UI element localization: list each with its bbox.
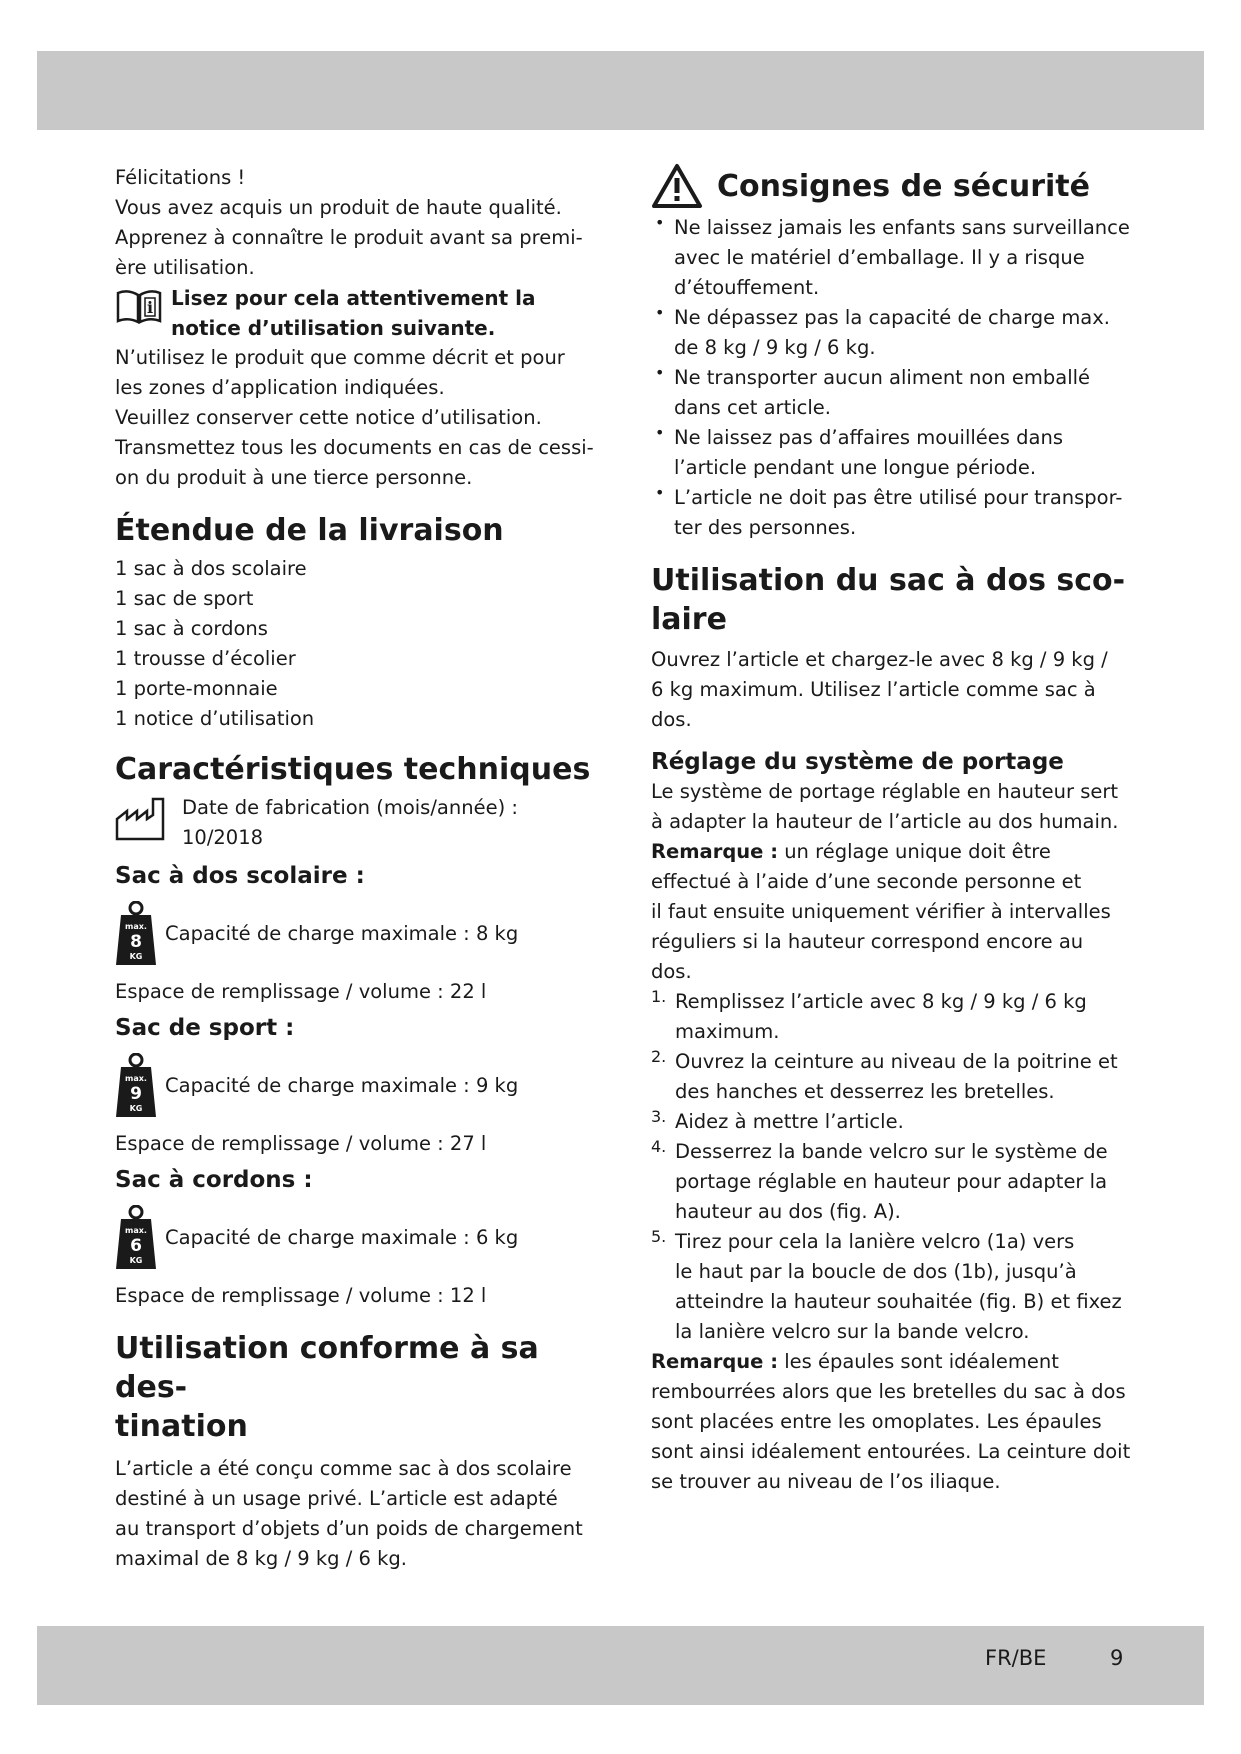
remark-line	[651, 837, 1131, 867]
bullet-line: de 8 kg / 9 kg / 6 kg.	[674, 336, 876, 359]
step-line: hauteur au dos (fig. A).	[675, 1200, 901, 1223]
intro-congrats: Félicitations !	[115, 166, 246, 189]
usage-line: dos.	[651, 708, 692, 731]
safety-heading: Consignes de sécurité	[717, 168, 1090, 204]
remark-line: dos.	[651, 960, 692, 983]
read-manual-notice	[115, 283, 600, 343]
read-manual-icon	[115, 287, 163, 335]
step-item	[651, 1227, 1131, 1347]
capacity-text: Capacité de charge maximale : 8 kg	[165, 922, 519, 945]
step-item	[651, 1137, 1131, 1227]
bullet-line: l’article pendant une longue période.	[674, 456, 1037, 479]
usage-line: 6 kg maximum. Utilisez l’article comme sac à	[651, 678, 1096, 701]
volume-text: Espace de remplissage / volume : 27 l	[115, 1132, 487, 1155]
step-line: maximum.	[675, 1020, 780, 1043]
step-number: 4.	[651, 1137, 667, 1156]
step-line: atteindre la hauteur souhaitée (fig. B) et fixez	[675, 1290, 1122, 1313]
mfg-date: 10/2018	[182, 826, 264, 849]
bullet-dot: •	[655, 213, 665, 232]
step-number: 2.	[651, 1047, 667, 1066]
step-number: 1.	[651, 987, 667, 1006]
step-item	[651, 1107, 1131, 1137]
mfg-label: Date de fabrication (mois/année) :	[182, 796, 518, 819]
intended-line: destiné à un usage privé. L’article est adapté	[115, 1487, 558, 1510]
remark-label: Remarque :	[651, 1350, 778, 1373]
product-heading: Sac à dos scolaire :	[115, 863, 365, 889]
bullet-dot: •	[655, 483, 665, 502]
weight-max-label: max.	[125, 1074, 147, 1083]
bullet-dot: •	[655, 363, 665, 382]
left-column	[115, 163, 600, 1574]
product-heading: Sac de sport :	[115, 1015, 295, 1041]
bullet-line: Ne laissez jamais les enfants sans surveillance	[674, 216, 1130, 239]
remark-text: les épaules sont idéalement	[778, 1350, 1059, 1373]
step-line: Ouvrez la ceinture au niveau de la poitrine et	[675, 1050, 1118, 1073]
bullet-line: L’article ne doit pas être utilisé pour transpor-	[674, 486, 1123, 509]
safety-bullet	[651, 213, 1131, 303]
warning-icon	[651, 163, 703, 209]
volume-text: Espace de remplissage / volume : 22 l	[115, 980, 487, 1003]
intended-use-heading	[115, 1329, 600, 1446]
safety-bullet	[651, 483, 1131, 543]
delivery-heading: Étendue de la livraison	[115, 513, 504, 548]
intro-line: N’utilisez le produit que comme décrit et pour	[115, 346, 565, 369]
bullet-line: dans cet article.	[674, 396, 831, 419]
delivery-item: 1 trousse d’écolier	[115, 647, 296, 670]
bullet-line: ter des personnes.	[674, 516, 857, 539]
delivery-item: 1 sac à dos scolaire	[115, 557, 307, 580]
intended-line: maximal de 8 kg / 9 kg / 6 kg.	[115, 1547, 407, 1570]
remark-line: sont ainsi idéalement entourées. La ceinture doit	[651, 1440, 1131, 1463]
adjust-line: Le système de portage réglable en hauteur sert	[651, 780, 1119, 803]
svg-text:i: i	[146, 298, 154, 317]
weight-number: 8	[130, 932, 142, 952]
step-number: 5.	[651, 1227, 667, 1246]
safety-bullet	[651, 423, 1131, 483]
step-line: Desserrez la bande velcro sur le système de	[675, 1140, 1108, 1163]
factory-icon	[115, 797, 167, 845]
weight-6kg-icon	[115, 1205, 157, 1271]
delivery-item: 1 notice d’utilisation	[115, 707, 315, 730]
adjust-heading: Réglage du système de portage	[651, 749, 1064, 775]
delivery-item: 1 sac de sport	[115, 587, 254, 610]
weight-unit: KG	[129, 1256, 143, 1265]
step-item	[651, 1047, 1131, 1107]
weight-number: 9	[130, 1084, 142, 1104]
usage-heading	[651, 561, 1131, 639]
capacity-row	[115, 901, 600, 967]
step-line: Tirez pour cela la lanière velcro (1a) vers	[675, 1230, 1075, 1253]
weight-unit: KG	[129, 952, 143, 961]
safety-bullet	[651, 363, 1131, 423]
intro-line: Vous avez acquis un produit de haute qualité.	[115, 196, 562, 219]
step-line: des hanches et desserrez les bretelles.	[675, 1080, 1055, 1103]
intro-line: les zones d’application indiquées.	[115, 376, 445, 399]
bullet-line: Ne dépassez pas la capacité de charge max.	[674, 306, 1110, 329]
remark-line: réguliers si la hauteur correspond encore au	[651, 930, 1084, 953]
weight-number: 6	[130, 1236, 142, 1256]
step-line: Remplissez l’article avec 8 kg / 9 kg / 6 kg	[675, 990, 1087, 1013]
weight-9kg-icon	[115, 1053, 157, 1119]
heading-line: Utilisation conforme à sa des-	[115, 1331, 539, 1405]
product-heading: Sac à cordons :	[115, 1167, 313, 1193]
step-line: le haut par la boucle de dos (1b), jusqu’à	[675, 1260, 1077, 1283]
weight-max-label: max.	[125, 922, 147, 931]
specs-heading: Caractéristiques techniques	[115, 752, 591, 787]
intro-line: Veuillez conserver cette notice d’utilisation.	[115, 406, 542, 429]
usage-line: Ouvrez l’article et chargez-le avec 8 kg / 9 kg /	[651, 648, 1108, 671]
safety-heading-row	[651, 163, 1131, 209]
bullet-line: avec le matériel d’emballage. Il y a risque	[674, 246, 1085, 269]
capacity-row	[115, 1053, 600, 1119]
step-line: Aidez à mettre l’article.	[675, 1110, 904, 1133]
delivery-item: 1 porte-monnaie	[115, 677, 278, 700]
delivery-item: 1 sac à cordons	[115, 617, 268, 640]
intro-line: Apprenez à connaître le produit avant sa premi-	[115, 226, 583, 249]
volume-text: Espace de remplissage / volume : 12 l	[115, 1284, 487, 1307]
heading-line: Utilisation du sac à dos sco-	[651, 563, 1126, 598]
bullet-line: Ne laissez pas d’affaires mouillées dans	[674, 426, 1064, 449]
intended-line: L’article a été conçu comme sac à dos scolaire	[115, 1457, 572, 1480]
bullet-line: d’étouffement.	[674, 276, 820, 299]
remark-label: Remarque :	[651, 840, 778, 863]
heading-line: tination	[115, 1409, 248, 1444]
remark-line: rembourrées alors que les bretelles du sac à dos	[651, 1380, 1126, 1403]
step-line: la lanière velcro sur la bande velcro.	[675, 1320, 1030, 1343]
remark-line: il faut ensuite uniquement vérifier à intervalles	[651, 900, 1111, 923]
adjust-line: à adapter la hauteur de l’article au dos humain.	[651, 810, 1119, 833]
step-line: portage réglable en hauteur pour adapter la	[675, 1170, 1108, 1193]
step-item	[651, 987, 1131, 1047]
manufacture-date	[115, 793, 600, 853]
capacity-text: Capacité de charge maximale : 9 kg	[165, 1074, 519, 1097]
intro-line: ère utilisation.	[115, 256, 255, 279]
remark-text: un réglage unique doit être	[778, 840, 1051, 863]
weight-max-label: max.	[125, 1226, 147, 1235]
remark-line	[651, 1347, 1131, 1377]
intro-line: Transmettez tous les documents en cas de cessi-	[115, 436, 594, 459]
remark-line: sont placées entre les omoplates. Les épaules	[651, 1410, 1102, 1433]
bullet-line: Ne transporter aucun aliment non emballé	[674, 366, 1091, 389]
heading-line: laire	[651, 602, 727, 637]
bullet-dot: •	[655, 303, 665, 322]
safety-bullet	[651, 303, 1131, 363]
intended-line: au transport d’objets d’un poids de chargement	[115, 1517, 583, 1540]
page-number: 9	[1110, 1646, 1124, 1670]
header-band	[37, 51, 1204, 130]
bullet-dot: •	[655, 423, 665, 442]
remark-line: effectué à l’aide d’une seconde personne et	[651, 870, 1082, 893]
intro-line: on du produit à une tierce personne.	[115, 466, 473, 489]
step-number: 3.	[651, 1107, 667, 1126]
weight-8kg-icon	[115, 901, 157, 967]
capacity-row	[115, 1205, 600, 1271]
capacity-text: Capacité de charge maximale : 6 kg	[165, 1226, 519, 1249]
notice-text: Lisez pour cela attentivement la notice d’utilisation suivante.	[171, 286, 536, 340]
footer-language: FR/BE	[985, 1646, 1047, 1670]
remark-line: se trouver au niveau de l’os iliaque.	[651, 1470, 1001, 1493]
right-column	[651, 163, 1131, 1497]
weight-unit: KG	[129, 1104, 143, 1113]
